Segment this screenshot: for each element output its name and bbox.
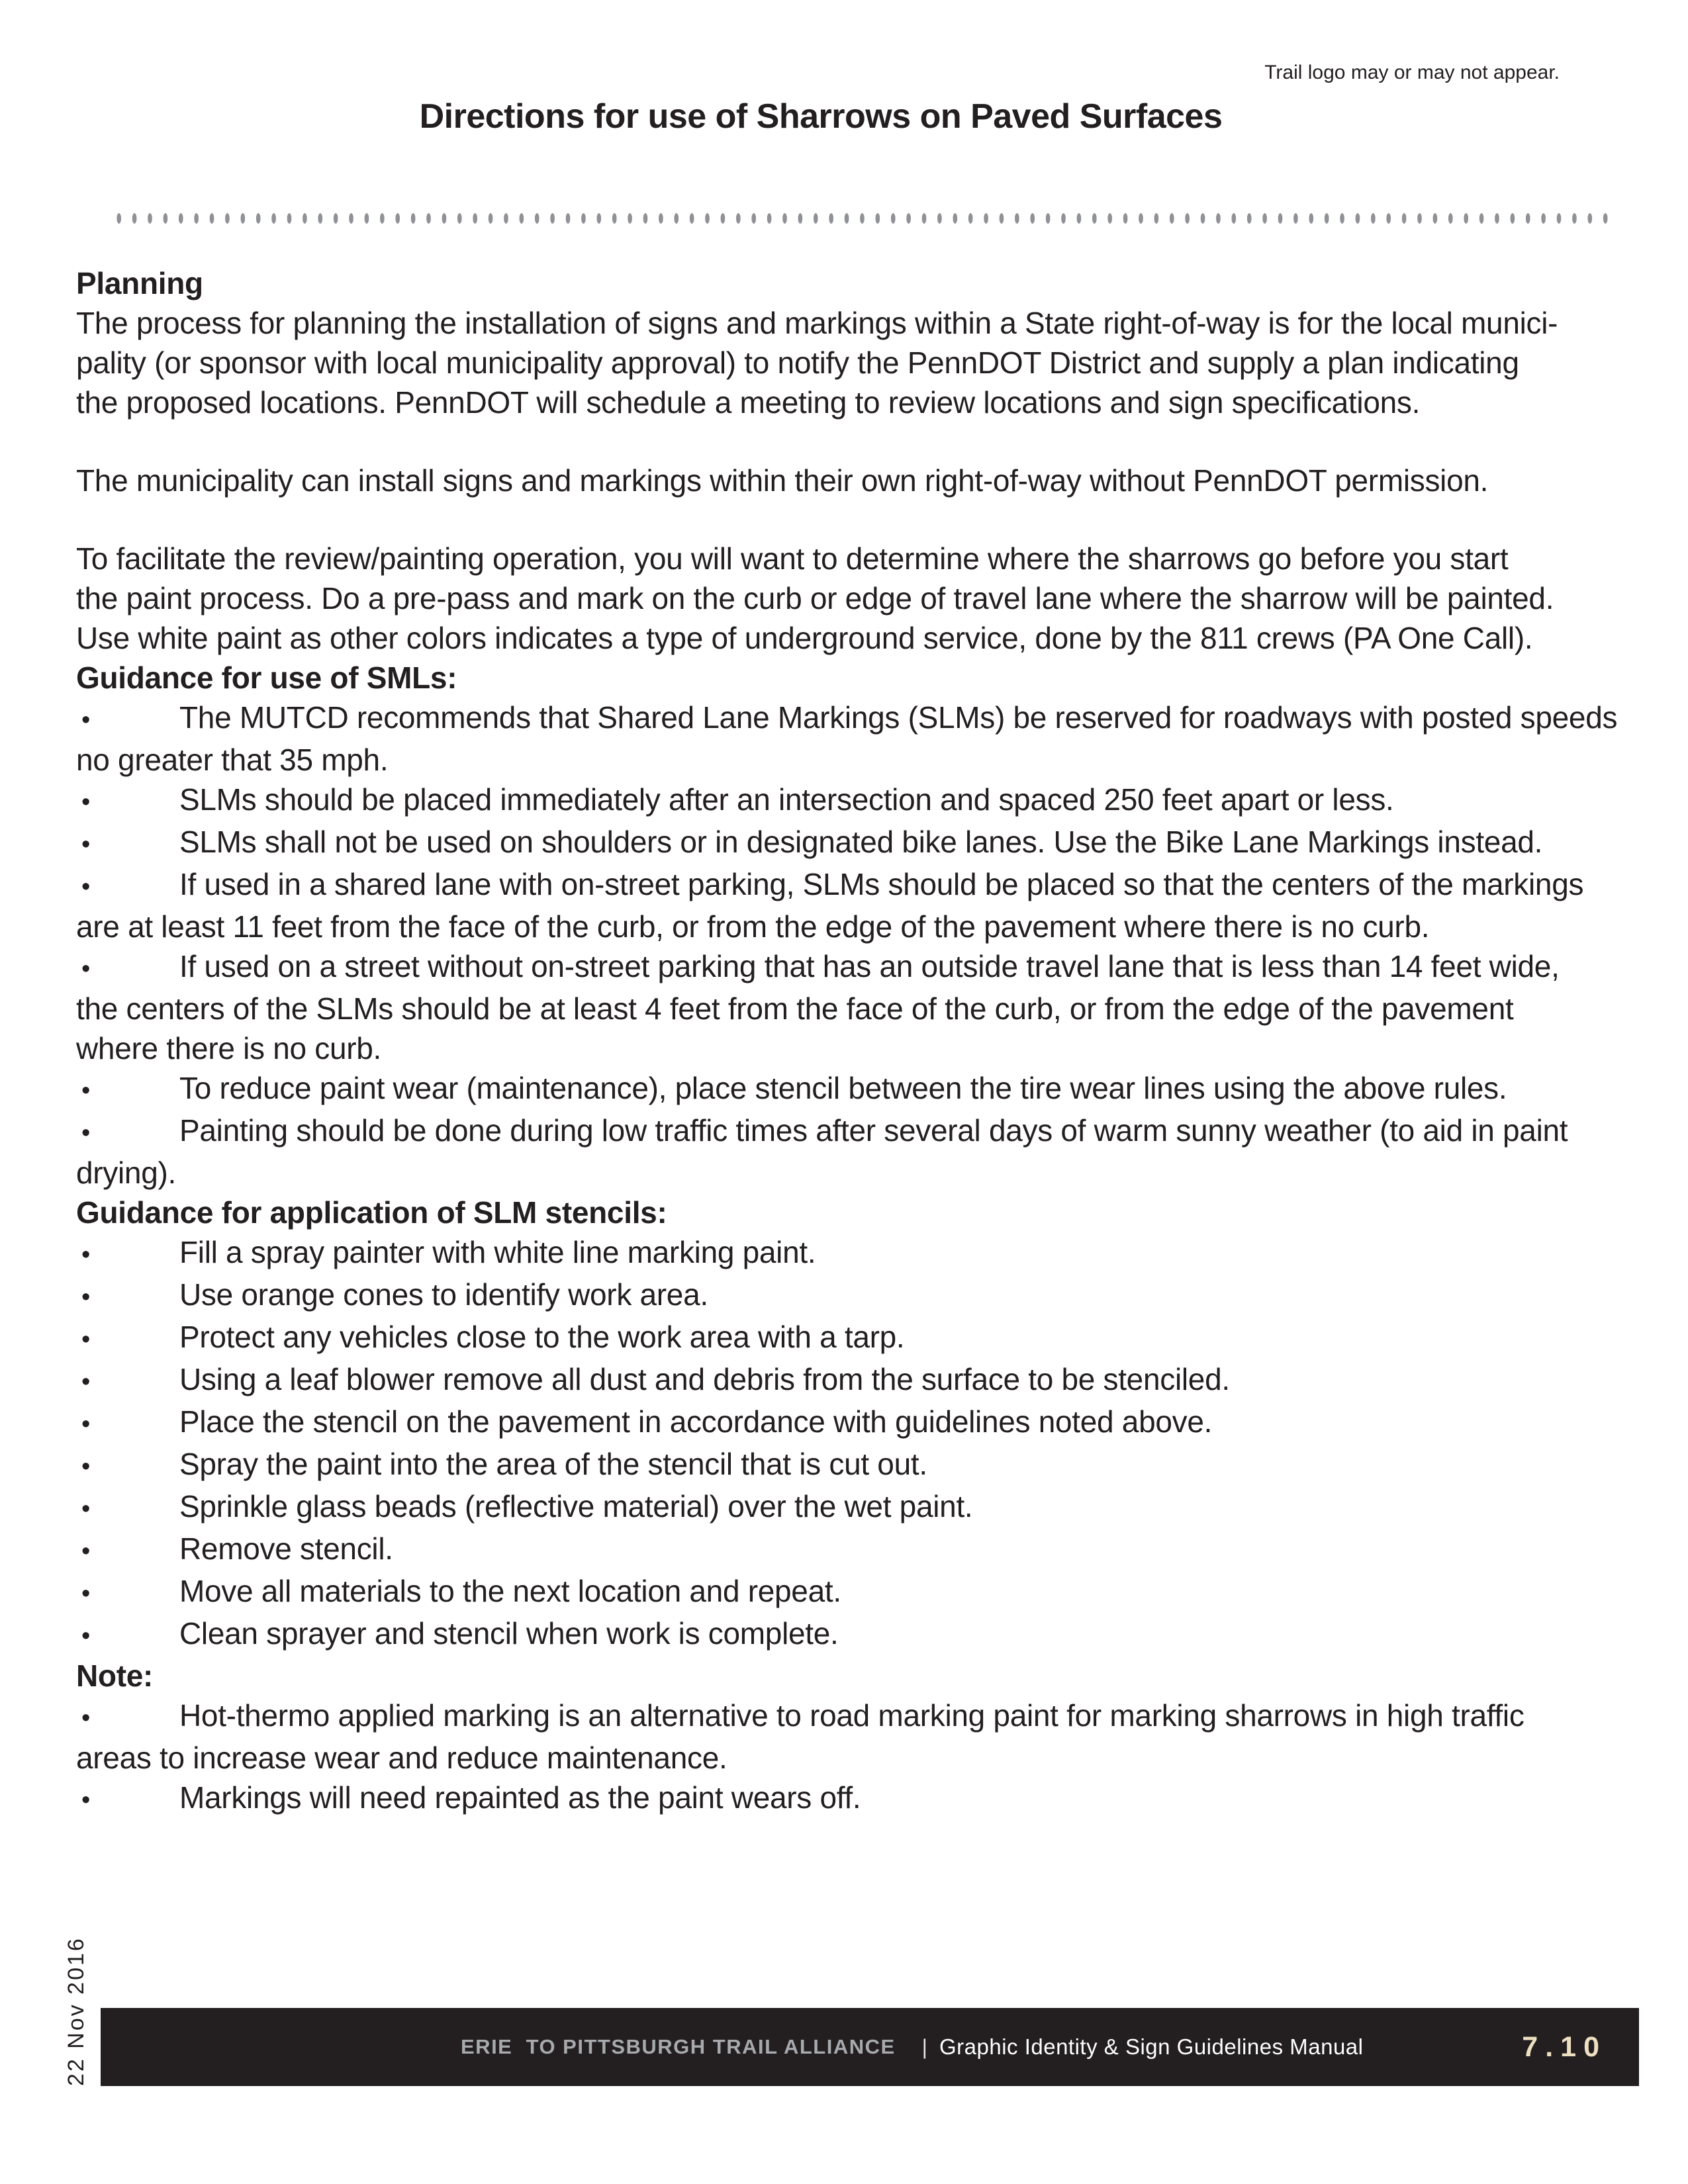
section-heading-note: Note: <box>76 1659 154 1693</box>
bullet-item <box>76 1614 1618 1656</box>
planning-paragraph-3 <box>76 539 1618 658</box>
text-line: the centers of the SLMs should be at least 4 feet from the face of the curb, or from the edge of the pavement <box>76 991 1514 1026</box>
bullet-icon: • <box>81 706 91 734</box>
bullet-item <box>76 1359 1618 1402</box>
text-line: • Hot-thermo applied marking is an alternative to road marking paint for marking sharrows in high traffic <box>76 1696 1618 1738</box>
section-heading-sml-guidance: Guidance for use of SMLs: <box>76 660 457 695</box>
bullet-icon: • <box>81 1704 91 1732</box>
text-line: • Remove stencil. <box>76 1529 1618 1571</box>
text-line: • The MUTCD recommends that Shared Lane Markings (SLMs) be reserved for roadways with posted speeds <box>76 698 1618 740</box>
text-line: areas to increase wear and reduce maintenance. <box>76 1741 727 1775</box>
bullet-icon: • <box>81 1410 91 1438</box>
bullet-item <box>76 1696 1618 1778</box>
text-line: are at least 11 feet from the face of the curb, or from the edge of the pavement where there is no curb. <box>76 909 1430 944</box>
bullet-item <box>76 822 1618 864</box>
text-line: • SLMs shall not be used on shoulders or in designated bike lanes. Use the Bike Lane Markings instead. <box>76 822 1618 864</box>
text-line: • To reduce paint wear (maintenance), place stencil between the tire wear lines using the above rules. <box>76 1068 1618 1111</box>
bullet-item <box>76 698 1618 780</box>
section-heading-planning: Planning <box>76 266 203 300</box>
document-body <box>76 263 1618 1820</box>
bullet-icon: • <box>81 1495 91 1523</box>
bullet-item <box>76 1486 1618 1529</box>
text-line: • If used on a street without on-street parking that has an outside travel lane that is less than 14 feet wide, <box>76 946 1618 989</box>
text-line: the paint process. Do a pre-pass and mark on the curb or edge of travel lane where the sharrow will be painted. <box>76 581 1554 615</box>
bullet-item <box>76 780 1618 822</box>
text-line: • Place the stencil on the pavement in accordance with guidelines noted above. <box>76 1402 1618 1444</box>
bullet-item <box>76 1317 1618 1359</box>
bullet-list-stencil-guidance <box>76 1232 1618 1656</box>
text-line: • Fill a spray painter with white line marking paint. <box>76 1232 1618 1275</box>
text-line: • Move all materials to the next location and repeat. <box>76 1571 1618 1614</box>
text-line: To facilitate the review/painting operation, you will want to determine where the sharrows go before you start <box>76 541 1509 576</box>
text-line: Use white paint as other colors indicates a type of underground service, done by the 811 crews (PA One Call). <box>76 621 1533 655</box>
bullet-icon: • <box>81 1453 91 1480</box>
trail-logo-note: Trail logo may or may not appear. <box>1264 62 1560 83</box>
text-line: • Clean sprayer and stencil when work is complete. <box>76 1614 1618 1656</box>
bullet-item <box>76 1778 1618 1820</box>
text-line: drying). <box>76 1156 176 1190</box>
bullet-icon: • <box>81 1283 91 1311</box>
section-heading-stencil-guidance: Guidance for application of SLM stencils: <box>76 1195 667 1230</box>
footer-page-number: 7.10 <box>1522 2030 1607 2063</box>
text-line: • Spray the paint into the area of the stencil that is cut out. <box>76 1444 1618 1486</box>
bullet-icon: • <box>81 1077 91 1105</box>
bullet-icon: • <box>81 1241 91 1269</box>
planning-paragraph-1 <box>76 303 1618 422</box>
bullet-icon: • <box>81 1368 91 1396</box>
footer-bar <box>101 2008 1639 2086</box>
text-line: • Protect any vehicles close to the work area with a tarp. <box>76 1317 1618 1359</box>
planning-paragraph-2 <box>76 461 1618 500</box>
bullet-icon: • <box>81 1537 91 1565</box>
bullet-item <box>76 1111 1618 1193</box>
bullet-icon: • <box>81 955 91 983</box>
bullet-icon: • <box>81 788 91 816</box>
bullet-item <box>76 1068 1618 1111</box>
bullet-item <box>76 1402 1618 1444</box>
bullet-icon: • <box>81 1622 91 1650</box>
text-line: • Markings will need repainted as the paint wears off. <box>76 1778 1618 1820</box>
text-line: where there is no curb. <box>76 1031 382 1066</box>
bullet-item <box>76 1571 1618 1614</box>
bullet-icon: • <box>81 831 91 858</box>
bullet-icon: • <box>81 873 91 901</box>
text-line: • Painting should be done during low traffic times after several days of warm sunny weather (to aid in paint <box>76 1111 1618 1153</box>
bullet-icon: • <box>81 1580 91 1608</box>
text-line: pality (or sponsor with local municipality approval) to notify the PennDOT District and supply a plan indicating <box>76 345 1519 380</box>
page-title: Directions for use of Sharrows on Paved Surfaces <box>419 97 1223 136</box>
text-line: • Sprinkle glass beads (reflective material) over the wet paint. <box>76 1486 1618 1529</box>
text-line: • Using a leaf blower remove all dust and debris from the surface to be stenciled. <box>76 1359 1618 1402</box>
bullet-item <box>76 864 1618 946</box>
footer-manual-title: Graphic Identity & Sign Guidelines Manual <box>939 2034 1364 2059</box>
footer-organization: ERIE TO PITTSBURGH TRAIL ALLIANCE <box>461 2035 896 2058</box>
dotted-separator <box>111 213 1617 224</box>
text-line: • If used in a shared lane with on-street parking, SLMs should be placed so that the centers of the markings <box>76 864 1618 907</box>
text-line: • SLMs should be placed immediately after an intersection and spaced 250 feet apart or less. <box>76 780 1618 822</box>
bullet-item <box>76 946 1618 1068</box>
bullet-icon: • <box>81 1786 91 1814</box>
text-line: The process for planning the installation of signs and markings within a State right-of-way is for the local munici- <box>76 306 1558 340</box>
bullet-list-sml-guidance <box>76 698 1618 1193</box>
text-line: • Use orange cones to identify work area. <box>76 1275 1618 1317</box>
bullet-item <box>76 1275 1618 1317</box>
text-line: no greater that 35 mph. <box>76 743 389 777</box>
bullet-icon: • <box>81 1326 91 1353</box>
bullet-list-note <box>76 1696 1618 1820</box>
text-line: The municipality can install signs and markings within their own right-of-way without PennDOT permission. <box>76 463 1489 498</box>
footer-separator: | <box>921 2034 927 2059</box>
sidebar-date: 22 Nov 2016 <box>64 1936 89 2086</box>
bullet-item <box>76 1444 1618 1486</box>
bullet-icon: • <box>81 1119 91 1147</box>
bullet-item <box>76 1232 1618 1275</box>
bullet-item <box>76 1529 1618 1571</box>
text-line: the proposed locations. PennDOT will schedule a meeting to review locations and sign specifications. <box>76 385 1421 420</box>
